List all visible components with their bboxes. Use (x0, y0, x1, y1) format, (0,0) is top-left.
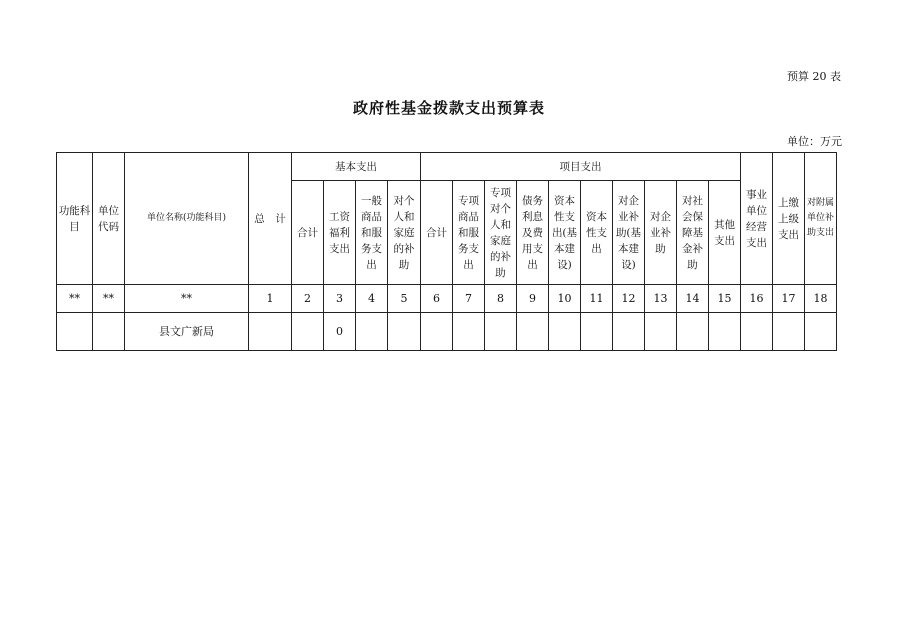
header-project-total: 合计 (421, 181, 453, 285)
column-number: 10 (549, 285, 581, 313)
header-func-code: 功能科目 (57, 153, 93, 285)
column-number: 17 (773, 285, 805, 313)
row-value-cell (709, 313, 741, 351)
page-title: 政府性基金拨款支出预算表 (352, 99, 545, 117)
form-number: 预算 20 表 (787, 70, 841, 83)
header-project-debt: 债务利息及费用支出 (517, 181, 549, 285)
column-number: 9 (517, 285, 549, 313)
number-row (57, 285, 871, 313)
header-project-enterprise-construction: 对企业补助(基本建设) (613, 181, 645, 285)
table-row (57, 313, 871, 351)
column-number: 13 (645, 285, 677, 313)
column-number: 4 (356, 285, 388, 313)
column-number: 14 (677, 285, 709, 313)
row-value-cell (356, 313, 388, 351)
header-project-capital-construction: 资本性支出(基本建设) (549, 181, 581, 285)
header-upper-remit: 上缴上级支出 (773, 153, 805, 285)
row-unit-code (93, 313, 125, 351)
marker-cell: ** (125, 285, 249, 313)
column-number: 16 (741, 285, 773, 313)
header-unit-name: 单位名称(功能科目) (125, 153, 249, 285)
header-basic-total: 合计 (292, 181, 324, 285)
row-unit-name: 县文广新局 (125, 313, 249, 351)
row-value-cell (613, 313, 645, 351)
row-value-cell: 0 (324, 313, 356, 351)
row-value-cell (805, 313, 837, 351)
column-number: 3 (324, 285, 356, 313)
column-number: 11 (581, 285, 613, 313)
budget-table (56, 152, 871, 351)
row-value-cell (485, 313, 517, 351)
header-basic-goods: 一般商品和服务支出 (356, 181, 388, 285)
header-row-group (57, 153, 871, 181)
row-value-cell (292, 313, 324, 351)
column-number: 12 (613, 285, 645, 313)
row-func-code (57, 313, 93, 351)
column-number: 7 (453, 285, 485, 313)
header-project-capital: 资本性支出 (581, 181, 613, 285)
column-number: 1 (249, 285, 292, 313)
column-number: 18 (805, 285, 837, 313)
header-basic-household: 对个人和家庭的补助 (388, 181, 421, 285)
column-number: 5 (388, 285, 421, 313)
header-project-social-security: 对社会保障基金补助 (677, 181, 709, 285)
column-number: 8 (485, 285, 517, 313)
header-project-group: 项目支出 (421, 153, 741, 181)
unit-label: 单位：万元 (787, 135, 842, 148)
header-project-enterprise: 对企业补助 (645, 181, 677, 285)
header-total: 总 计 (249, 153, 292, 285)
row-value-cell (773, 313, 805, 351)
row-value-cell (741, 313, 773, 351)
header-enterprise-ops: 事业单位经营支出 (741, 153, 773, 285)
header-project-goods: 专项商品和服务支出 (453, 181, 485, 285)
row-value-cell (677, 313, 709, 351)
row-value-cell (453, 313, 485, 351)
column-number: 6 (421, 285, 453, 313)
row-value-cell (645, 313, 677, 351)
marker-cell: ** (57, 285, 93, 313)
row-value-cell (517, 313, 549, 351)
row-value-cell (581, 313, 613, 351)
header-project-other: 其他支出 (709, 181, 741, 285)
header-unit-code: 单位代码 (93, 153, 125, 285)
row-value-cell (249, 313, 292, 351)
marker-cell: ** (93, 285, 125, 313)
header-basic-salary: 工资福利支出 (324, 181, 356, 285)
row-value-cell (421, 313, 453, 351)
column-number: 2 (292, 285, 324, 313)
column-number: 15 (709, 285, 741, 313)
header-basic-group: 基本支出 (292, 153, 421, 181)
header-affiliated-subsidy: 对附属单位补助支出 (805, 153, 837, 285)
header-project-household: 专项对个人和家庭的补助 (485, 181, 517, 285)
row-value-cell (549, 313, 581, 351)
row-value-cell (388, 313, 421, 351)
